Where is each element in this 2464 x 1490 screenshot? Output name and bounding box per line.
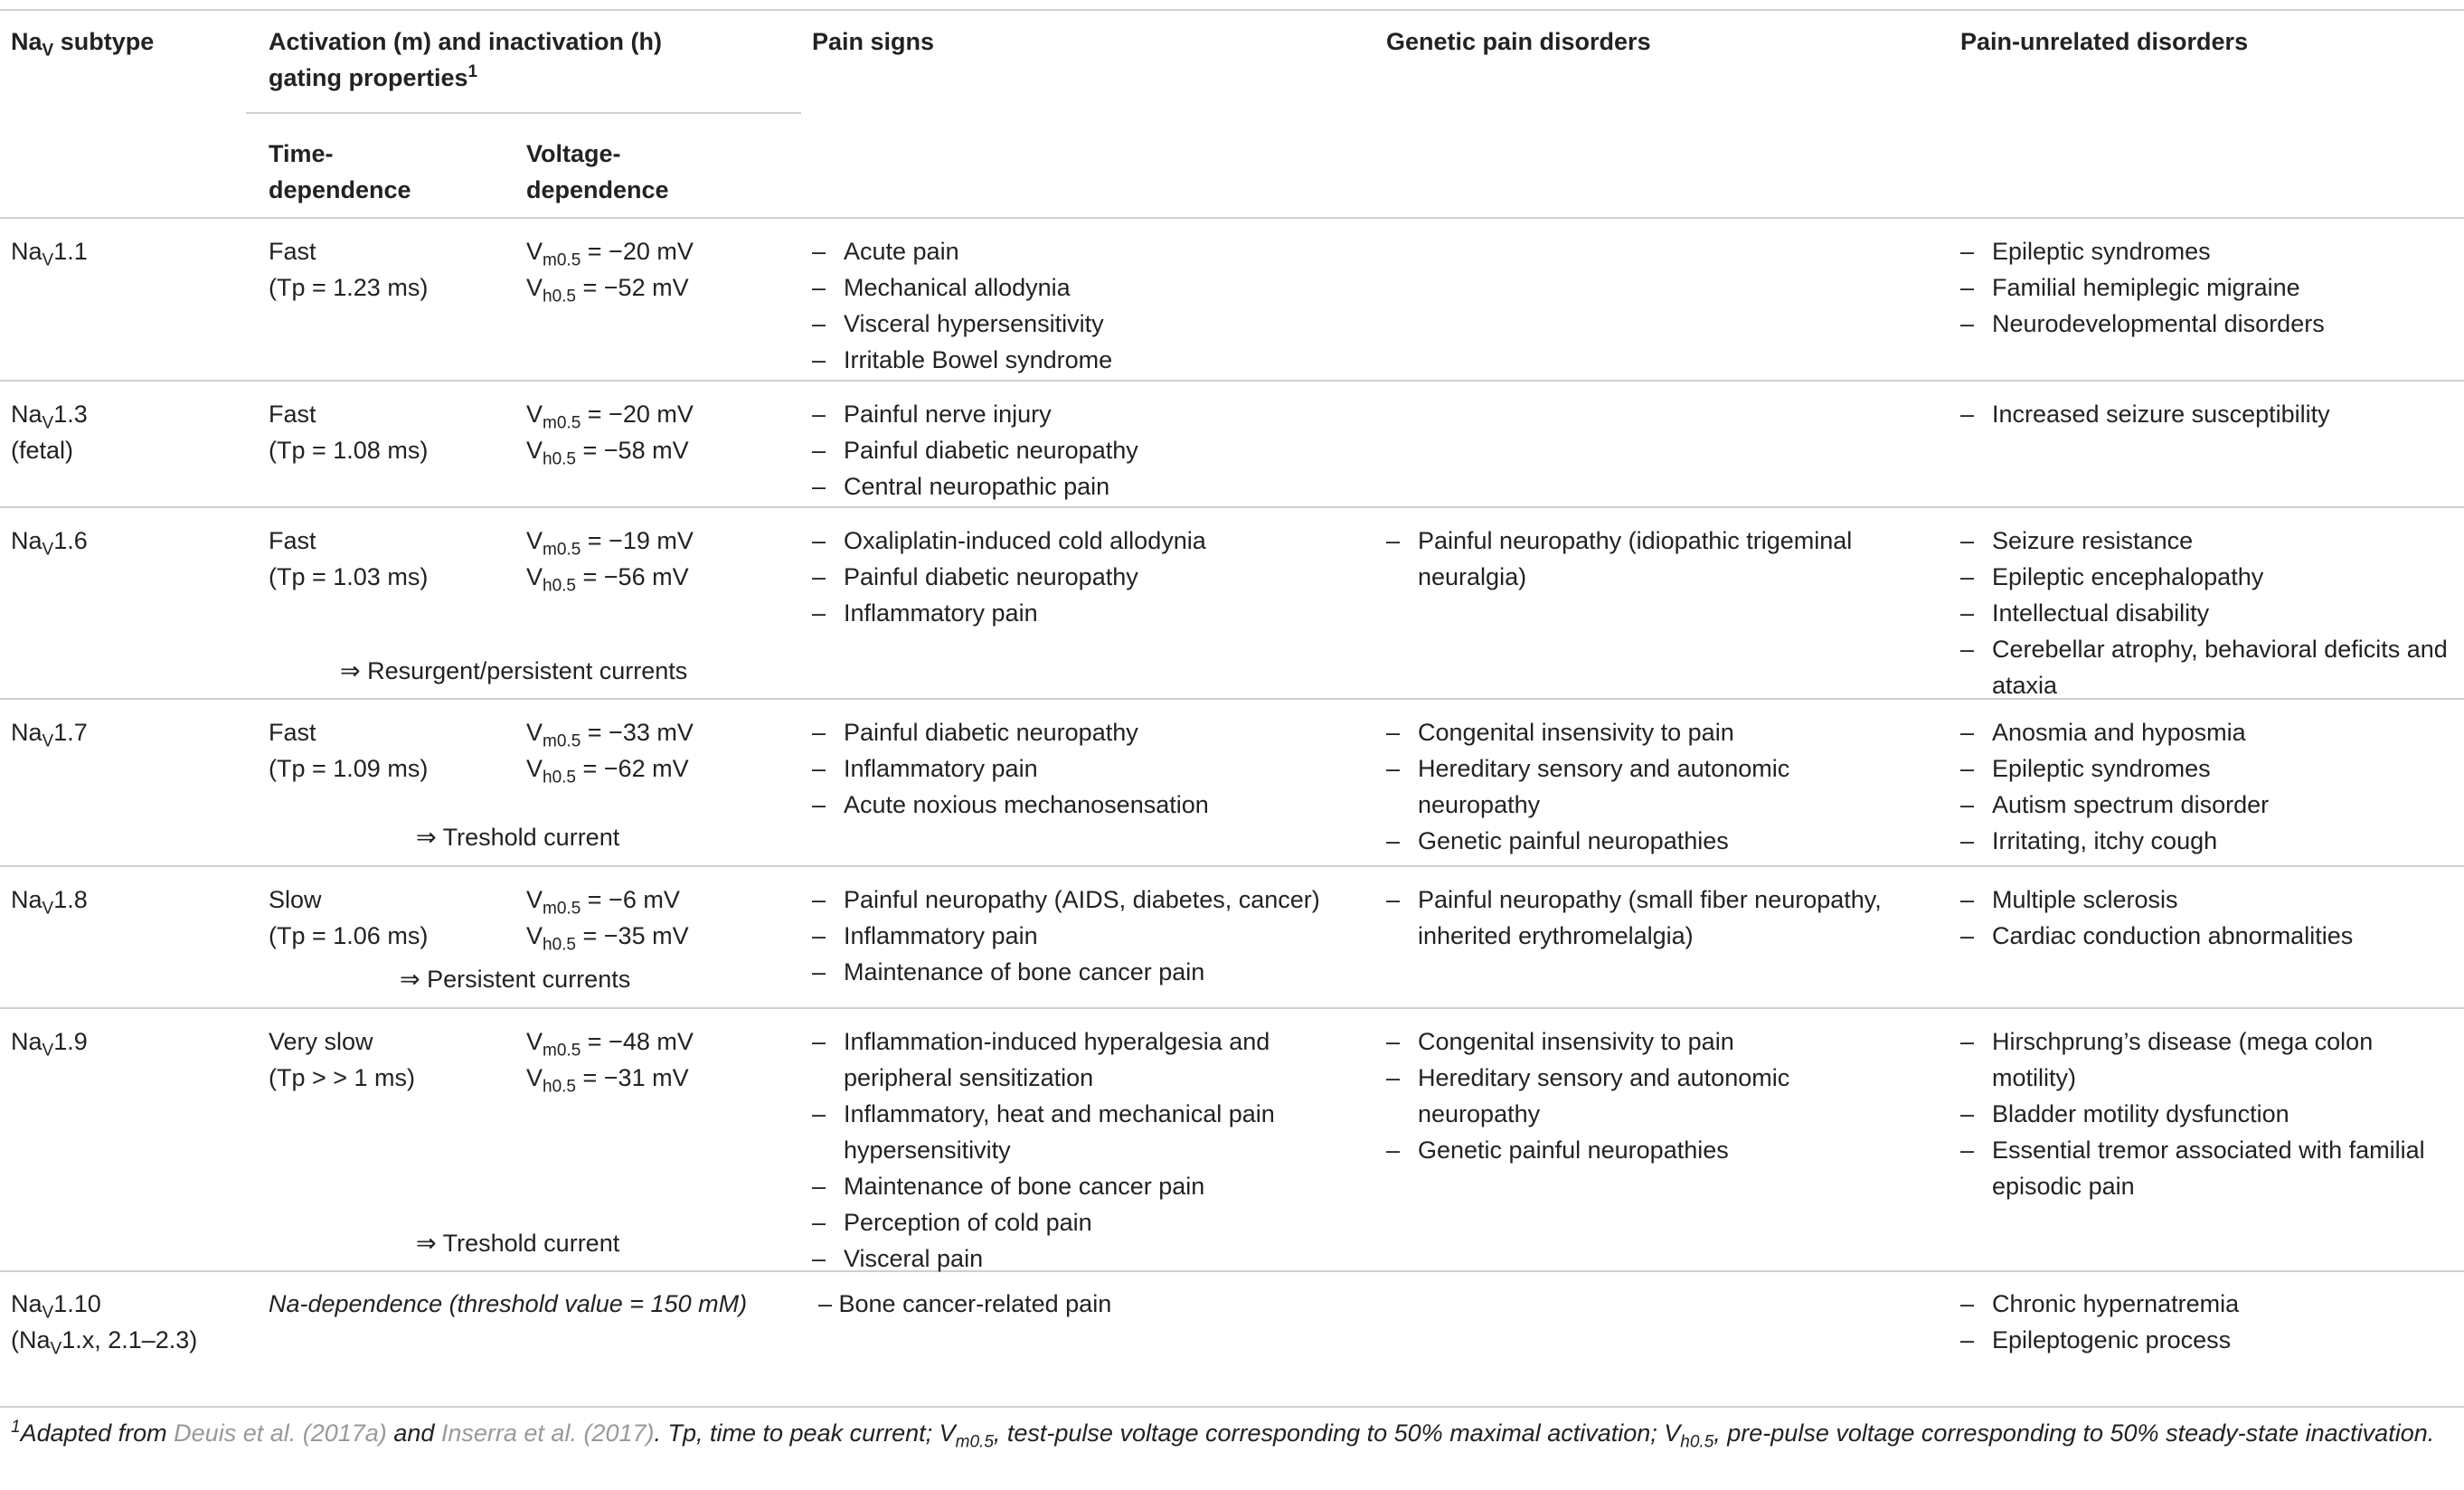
list-item: – Genetic painful neuropathies xyxy=(1386,823,1911,859)
list-item: – Inflammatory pain xyxy=(812,750,1355,787)
row-pain-signs xyxy=(812,714,1355,823)
list-item: – Inflammatory pain xyxy=(812,918,1355,954)
list-item: – Epileptic syndromes xyxy=(1960,750,2453,787)
rule-row-4 xyxy=(0,865,2464,867)
list-item: – Cerebellar atrophy, behavioral deficits and ataxia xyxy=(1960,631,2453,703)
rule-row-2 xyxy=(0,506,2464,508)
row-pain-signs xyxy=(812,396,1355,505)
current-note: ⇒ Treshold current xyxy=(416,1230,620,1257)
list-item: – Anosmia and hyposmia xyxy=(1960,714,2453,750)
row-time: Fast (Tp = 1.03 ms) xyxy=(269,527,429,590)
list-item: – Acute noxious mechanosensation xyxy=(812,787,1355,823)
row-voltage: $V_{m0.5} = -6$ mV $V_{h0.5} = -35$ mV xyxy=(526,886,689,955)
row-time: Fast (Tp = 1.09 ms) xyxy=(269,719,429,782)
list-item: – Cardiac conduction abnormalities xyxy=(1960,918,2453,954)
list-item: – Painful neuropathy (idiopathic trigeminal neuralgia) xyxy=(1386,523,1911,595)
rule-top xyxy=(0,9,2464,11)
row-time: Fast (Tp = 1.08 ms) xyxy=(269,401,429,464)
rule-bottom xyxy=(0,1406,2464,1408)
na-dependence: Na-dependence (threshold value = 150 mM) xyxy=(269,1290,748,1317)
row-unrelated xyxy=(1960,1286,2453,1358)
list-item: – Chronic hypernatremia xyxy=(1960,1286,2453,1322)
list-item: – Hirschprung’s disease (mega colon motility) xyxy=(1960,1023,2453,1096)
list-item: – Hereditary sensory and autonomic neuropathy xyxy=(1386,750,1911,823)
header-time: Time-dependence xyxy=(269,140,411,203)
row-subtype: $Na_V1.7$ xyxy=(11,719,88,751)
row-unrelated xyxy=(1960,882,2453,954)
list-item: – Oxaliplatin-induced cold allodynia xyxy=(812,523,1355,559)
header-pain-signs: Pain signs xyxy=(812,28,935,55)
row-time: Very slow (Tp > > 1 ms) xyxy=(269,1028,416,1091)
list-item: – Painful diabetic neuropathy xyxy=(812,432,1355,468)
list-item: – Increased seizure susceptibility xyxy=(1960,396,2453,432)
list-item: – Central neuropathic pain xyxy=(812,468,1355,505)
row-genetic xyxy=(1386,1023,1911,1168)
row-unrelated xyxy=(1960,523,2453,703)
header-voltage: Voltage-dependence xyxy=(526,140,669,203)
list-item: – Intellectual disability xyxy=(1960,595,2453,631)
list-item: – Congenital insensivity to pain xyxy=(1386,714,1911,750)
row-pain-sign: – Bone cancer-related pain xyxy=(818,1290,1112,1317)
row-voltage: $V_{m0.5} = -19$ mV $V_{h0.5} = -56$ mV xyxy=(526,527,694,596)
row-genetic xyxy=(1386,882,1911,954)
row-unrelated xyxy=(1960,714,2453,859)
list-item: – Genetic painful neuropathies xyxy=(1386,1132,1911,1168)
list-item: – Painful diabetic neuropathy xyxy=(812,559,1355,595)
row-voltage: $V_{m0.5} = -20$ mV $V_{h0.5} = -52$ mV xyxy=(526,238,694,306)
rule-row-1 xyxy=(0,380,2464,382)
list-item: – Familial hemiplegic migraine xyxy=(1960,269,2453,306)
row-subtype: $Na_V1.10$ ($Na_V1.x$, 2.1–2.3) xyxy=(11,1290,198,1359)
row-genetic xyxy=(1386,523,1911,595)
header-gating: Activation (m) and inactivation (h) gating properties$^1$ xyxy=(269,28,663,91)
reference-link[interactable]: Inserra et al. (2017) xyxy=(440,1419,655,1447)
row-time: Fast (Tp = 1.23 ms) xyxy=(269,238,429,301)
row-subtype: $Na_V1.6$ xyxy=(11,527,88,560)
row-unrelated xyxy=(1960,233,2453,342)
list-item: – Painful nerve injury xyxy=(812,396,1355,432)
list-item: – Seizure resistance xyxy=(1960,523,2453,559)
list-item: – Visceral pain xyxy=(812,1240,1355,1277)
list-item: – Essential tremor associated with familial episodic pain xyxy=(1960,1132,2453,1204)
row-voltage: $V_{m0.5} = -48$ mV $V_{h0.5} = -31$ mV xyxy=(526,1028,694,1097)
list-item: – Visceral hypersensitivity xyxy=(812,306,1355,342)
current-note: ⇒ Resurgent/persistent currents xyxy=(340,657,688,684)
row-voltage: $V_{m0.5} = -20$ mV $V_{h0.5} = -58$ mV xyxy=(526,401,694,469)
rule-row-5 xyxy=(0,1007,2464,1009)
list-item: – Congenital insensivity to pain xyxy=(1386,1023,1911,1060)
rule-header-bottom xyxy=(0,217,2464,219)
list-item: – Maintenance of bone cancer pain xyxy=(812,1168,1355,1204)
row-subtype: $Na_V1.9$ xyxy=(11,1028,88,1061)
footnote: $^1$Adapted from Deuis et al. (2017a) and Inserra et al. (2017). Tp, time to peak current; $V_{m0.5}$, test-pulse voltage corresponding to 50% maximal activation; $V_{h0.5}$, pre-pulse voltage corresponding to 50% steady-state inactivation. xyxy=(11,1418,2435,1452)
row-unrelated xyxy=(1960,396,2453,432)
list-item: – Painful neuropathy (small fiber neuropathy, inherited erythromelalgia) xyxy=(1386,882,1911,954)
row-pain-signs xyxy=(812,882,1355,990)
list-item: – Inflammatory, heat and mechanical pain hypersensitivity xyxy=(812,1096,1355,1168)
row-voltage: $V_{m0.5} = -33$ mV $V_{h0.5} = -62$ mV xyxy=(526,719,694,787)
current-note: ⇒ Treshold current xyxy=(416,824,620,851)
list-item: – Irritating, itchy cough xyxy=(1960,823,2453,859)
list-item: – Bladder motility dysfunction xyxy=(1960,1096,2453,1132)
list-item: – Maintenance of bone cancer pain xyxy=(812,954,1355,990)
list-item: – Autism spectrum disorder xyxy=(1960,787,2453,823)
list-item: – Painful diabetic neuropathy xyxy=(812,714,1355,750)
row-subtype: $Na_V1.8$ xyxy=(11,886,88,919)
list-item: – Epileptic syndromes xyxy=(1960,233,2453,269)
list-item: – Perception of cold pain xyxy=(812,1204,1355,1240)
current-note: ⇒ Persistent currents xyxy=(400,966,631,993)
row-time: Slow (Tp = 1.06 ms) xyxy=(269,886,429,949)
list-item: – Epileptic encephalopathy xyxy=(1960,559,2453,595)
row-pain-signs xyxy=(812,233,1355,378)
list-item: – Hereditary sensory and autonomic neuropathy xyxy=(1386,1060,1911,1132)
row-unrelated xyxy=(1960,1023,2453,1204)
list-item: – Multiple sclerosis xyxy=(1960,882,2453,918)
row-subtype: $Na_V1.1$ xyxy=(11,238,88,270)
list-item: – Inflammation-induced hyperalgesia and peripheral sensitization xyxy=(812,1023,1355,1096)
list-item: – Acute pain xyxy=(812,233,1355,269)
header-subdivider xyxy=(246,112,801,114)
list-item: – Painful neuropathy (AIDS, diabetes, cancer) xyxy=(812,882,1355,918)
row-subtype: $Na_V1.3$ (fetal) xyxy=(11,401,88,464)
list-item: – Inflammatory pain xyxy=(812,595,1355,631)
row-pain-signs xyxy=(812,1023,1355,1277)
list-item: – Epileptogenic process xyxy=(1960,1322,2453,1358)
row-pain-signs xyxy=(812,523,1355,631)
list-item: – Irritable Bowel syndrome xyxy=(812,342,1355,378)
list-item: – Neurodevelopmental disorders xyxy=(1960,306,2453,342)
header-subtype: $Na_V$ subtype xyxy=(11,28,155,61)
reference-link[interactable]: Deuis et al. (2017a) xyxy=(174,1419,387,1447)
row-genetic xyxy=(1386,714,1911,859)
header-unrelated: Pain-unrelated disorders xyxy=(1960,28,2249,55)
header-genetic: Genetic pain disorders xyxy=(1386,28,1651,55)
list-item: – Mechanical allodynia xyxy=(812,269,1355,306)
